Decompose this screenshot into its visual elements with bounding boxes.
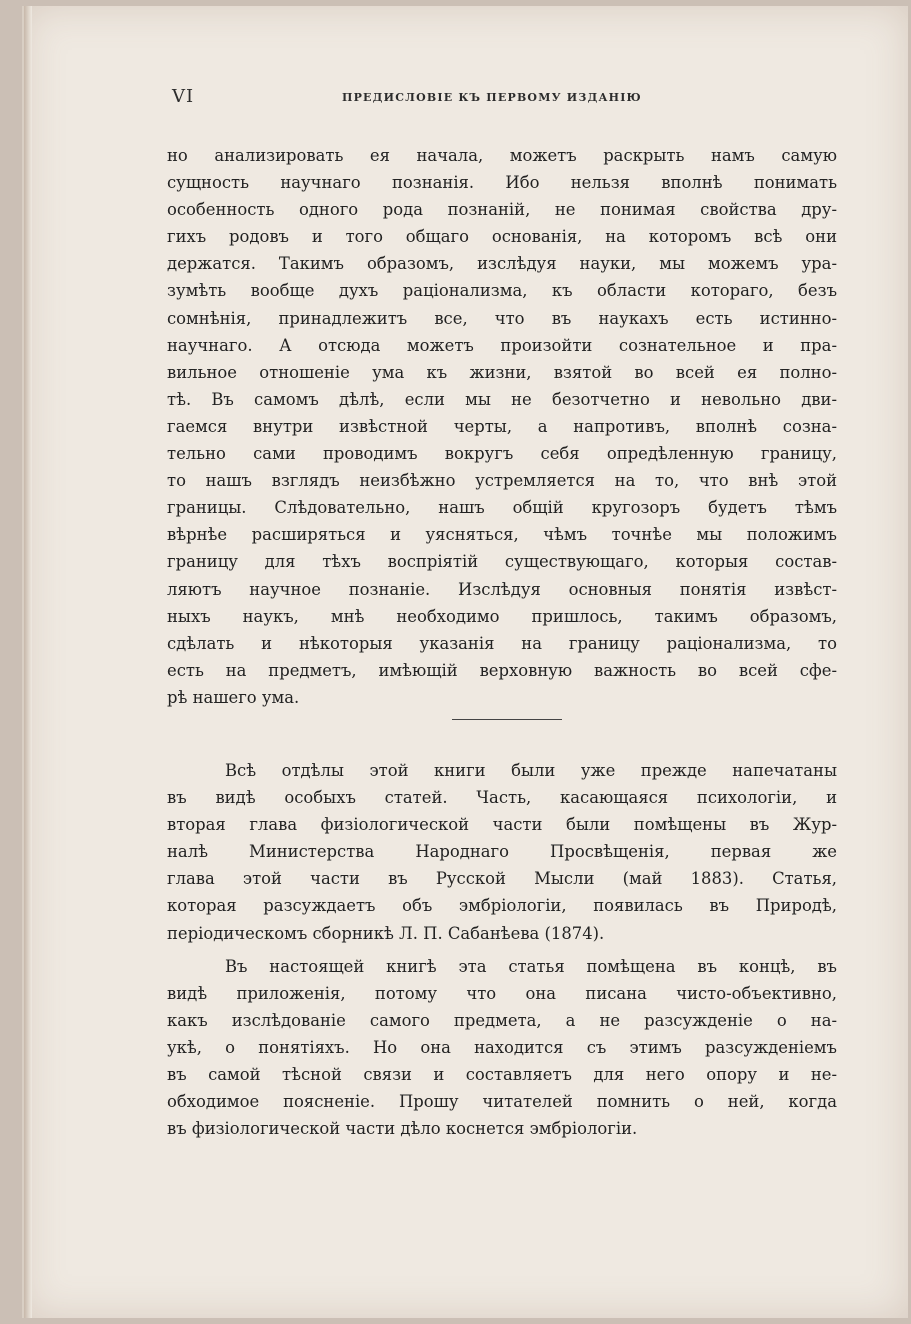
page-number: VI <box>172 86 195 107</box>
text-line: научнаго. А отсюда можетъ произойти сознательное и пра- <box>167 335 837 355</box>
text-line: но анализировать ея начала, можетъ раскрыть намъ самую <box>167 146 837 165</box>
text-line: Всѣ отдѣлы этой книги были уже прежде напечатаны <box>225 761 837 780</box>
text-line: укѣ, о понятіяхъ. Но она находится съ этимъ разсужденіемъ <box>167 1037 837 1057</box>
text-line: вторая глава физіологической части были помѣщены въ Жур- <box>167 815 837 835</box>
text-line: тѣ. Въ самомъ дѣлѣ, если мы не безотчетно и невольно дви- <box>167 389 837 409</box>
paragraph-3 <box>167 953 837 1143</box>
text-line: обходимое поясненіе. Прошу читателей помнить о ней, когда <box>167 1092 837 1112</box>
page-edge-shadow <box>24 6 32 1318</box>
running-head: ПРЕДИСЛОВІЕ КЪ ПЕРВОМУ ИЗДАНІЮ <box>342 91 642 104</box>
text-line: границы. Слѣдовательно, нашъ общій кругозоръ будетъ тѣмъ <box>167 498 837 518</box>
text-line: ныхъ наукъ, мнѣ необходимо пришлось, такимъ образомъ, <box>167 606 837 626</box>
text-line: періодическомъ сборникѣ Л. П. Сабанѣева (1874). <box>167 923 605 943</box>
text-line: гаемся внутри извѣстной черты, а напротивъ, вполнѣ созна- <box>167 416 837 436</box>
text-line: вѣрнѣе расширяться и уясняться, чѣмъ точнѣе мы положимъ <box>167 525 837 545</box>
text-line: Въ настоящей книгѣ эта статья помѣщена въ концѣ, въ <box>225 956 837 976</box>
text-line: рѣ нашего ума. <box>167 687 300 707</box>
text-line: въ самой тѣсной связи и составляетъ для него опору и не- <box>167 1065 837 1085</box>
text-line: какъ изслѣдованіе самого предмета, а не разсужденіе о на- <box>167 1010 837 1030</box>
text-line: сущность научнаго познанія. Ибо нельзя вполнѣ понимать <box>167 173 837 193</box>
text-line: особенность одного рода познаній, не понимая свойства дру- <box>167 200 837 220</box>
paragraph-2 <box>167 757 837 1142</box>
text-line: въ физіологической части дѣло коснется эмбріологіи. <box>167 1119 638 1139</box>
text-line: ляютъ научное познаніе. Изслѣдуя основныя понятія извѣст- <box>167 579 837 599</box>
text-line: сдѣлать и нѣкоторыя указанія на границу раціонализма, то <box>167 633 837 653</box>
text-line: тельно сами проводимъ вокругъ себя опредѣленную границу, <box>167 444 837 464</box>
text-line: то нашъ взглядъ неизбѣжно устремляется на то, что внѣ этой <box>167 471 837 491</box>
text-line: есть на предметъ, имѣющій верховную важность во всей сфе- <box>167 660 837 680</box>
text-line: вильное отношеніе ума къ жизни, взятой во всей ея полно- <box>167 362 837 382</box>
section-divider <box>452 719 562 720</box>
page-header <box>172 86 830 110</box>
text-line: въ видѣ особыхъ статей. Часть, касающаяся психологіи, и <box>167 788 837 808</box>
text-line: держатся. Такимъ образомъ, изслѣдуя науки, мы можемъ ура- <box>167 254 837 274</box>
book-page <box>22 6 908 1318</box>
text-line: глава этой части въ Русской Мысли (май 1883). Статья, <box>167 869 837 889</box>
text-line: которая разсуждаетъ объ эмбріологіи, появилась въ Природѣ, <box>167 896 837 916</box>
text-line: границу для тѣхъ воспріятій существующаго, которыя состав- <box>167 552 837 572</box>
text-line: налѣ Министерства Народнаго Просвѣщенія, первая же <box>167 842 837 862</box>
text-line: сомнѣнія, принадлежитъ все, что въ наукахъ есть истинно- <box>167 308 837 328</box>
text-line: видѣ приложенія, потому что она писана чисто-объективно, <box>167 983 837 1003</box>
paragraph-1 <box>167 142 837 711</box>
text-line: гихъ родовъ и того общаго основанія, на которомъ всѣ они <box>167 227 837 247</box>
text-line: зумѣть вообще духъ раціонализма, къ области котораго, безъ <box>167 281 837 301</box>
